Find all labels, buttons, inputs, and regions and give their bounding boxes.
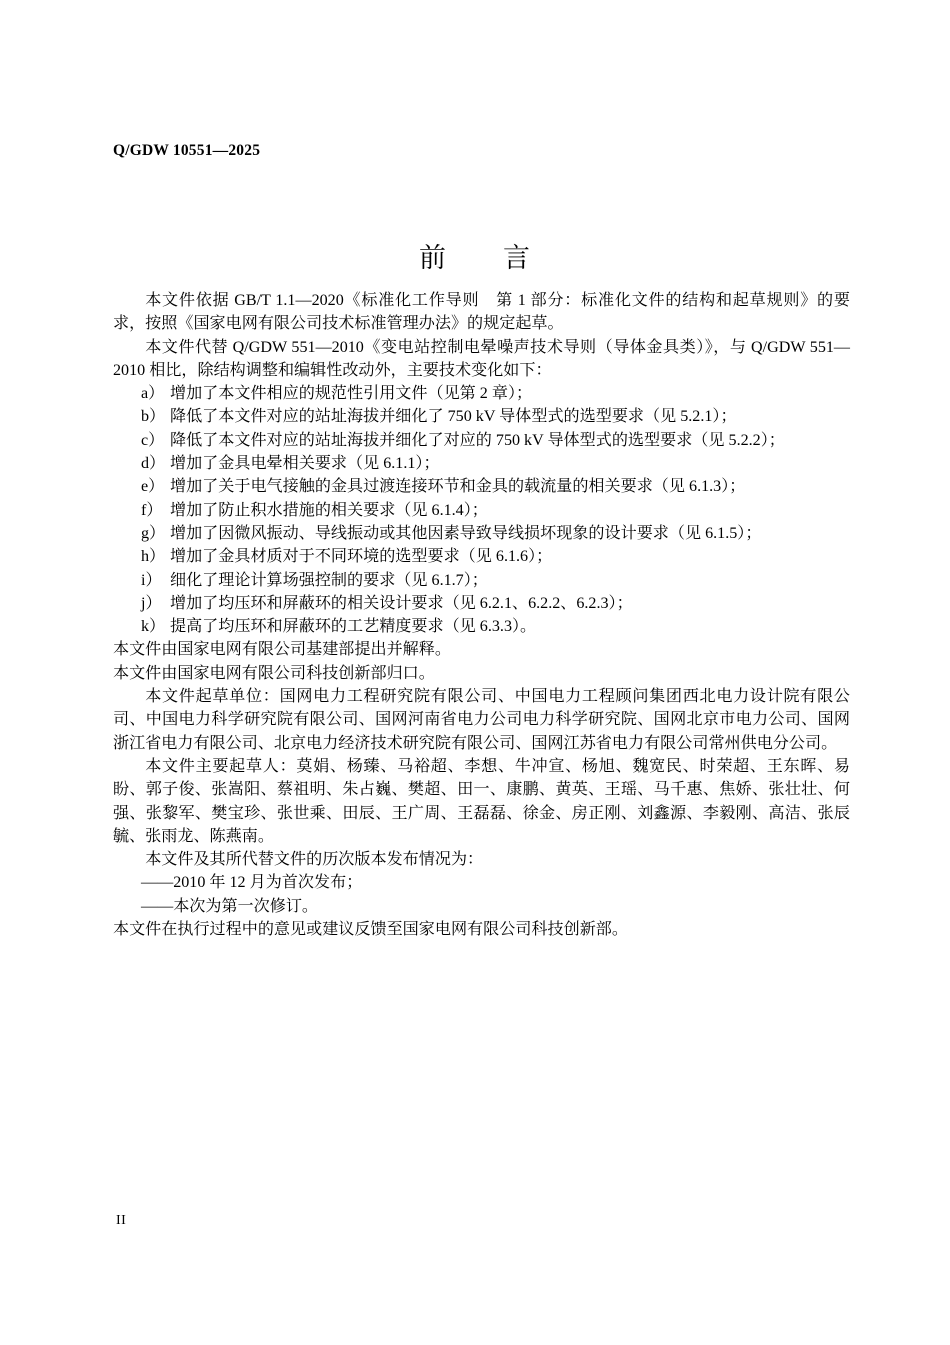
feedback-paragraph: 本文件在执行过程中的意见或建议反馈至国家电网有限公司科技创新部。: [113, 921, 628, 939]
replacement-paragraph: 本文件代替 Q/GDW 551—2010《变电站控制电晕噪声技术导则（导体金具类）》，与 Q/GDW 551—2010 相比，除结构调整和编辑性改动外，主要技术变化如下：: [113, 338, 850, 379]
list-item-marker: c）: [141, 431, 165, 449]
list-item: [113, 545, 850, 568]
list-item: [113, 405, 850, 428]
list-item: [113, 475, 850, 498]
version-history-entry: ——本次为第一次修订。: [141, 897, 319, 915]
list-item: [113, 429, 850, 452]
list-item-text: 降低了本文件对应的站址海拔并细化了对应的 750 kV 导体型式的选型要求（见 5.2.2）；: [170, 431, 785, 449]
administered-by-paragraph: 本文件由国家电网有限公司科技创新部归口。: [113, 664, 435, 682]
page-number: II: [116, 1213, 127, 1228]
list-item-text: 降低了本文件对应的站址海拔并细化了 750 kV 导体型式的选型要求（见 5.2.1）；: [170, 408, 737, 426]
list-item: [113, 569, 850, 592]
version-history-intro: 本文件及其所代替文件的历次版本发布情况为：: [145, 851, 484, 869]
technical-changes-list: [113, 382, 850, 638]
list-item-marker: f）: [141, 501, 163, 519]
list-item-marker: a）: [141, 385, 165, 403]
list-item-marker: g）: [141, 524, 166, 542]
list-item-text: 增加了均压环和屏蔽环的相关设计要求（见 6.2.1、6.2.2、6.2.3）；: [170, 594, 633, 612]
list-item: [113, 522, 850, 545]
foreword-body: [113, 289, 850, 941]
version-history-entry: ——2010 年 12 月为首次发布；: [141, 874, 363, 892]
list-item-text: 增加了金具材质对于不同环境的选型要求（见 6.1.6）；: [170, 548, 553, 566]
drafting-units-paragraph: 本文件起草单位：国网电力工程研究院有限公司、中国电力工程顾问集团西北电力设计院有限公司、中国电力科学研究院有限公司、国网河南省电力公司电力科学研究院、国网北京市电力公司、国网浙江省电力有限公司、北京电力经济技术研究院有限公司、国网江苏省电力有限公司常州供电分公司。: [113, 688, 850, 752]
list-item-text: 增加了金具电晕相关要求（见 6.1.1）；: [170, 455, 440, 473]
list-item-text: 增加了防止积水措施的相关要求（见 6.1.4）；: [170, 501, 488, 519]
list-item: [113, 499, 850, 522]
proposed-by-paragraph: 本文件由国家电网有限公司基建部提出并解释。: [113, 641, 451, 659]
list-item-text: 增加了本文件相应的规范性引用文件（见第 2 章）；: [170, 385, 533, 403]
main-drafters-paragraph: 本文件主要起草人：莫娟、杨臻、马裕超、李想、牛冲宣、杨旭、魏宽民、时荣超、王东晖、易盼、郭子俊、张嵩阳、蔡祖明、朱占巍、樊超、田一、康鹏、黄英、王瑶、马千惠、焦娇、张壮壮、何强、张黎军、樊宝珍、张世乘、田辰、王广周、王磊磊、徐金、房正刚、刘鑫源、李毅刚、高洁、张辰毓、张雨龙、陈燕南。: [113, 757, 850, 845]
list-item-marker: i）: [141, 571, 162, 589]
list-item-marker: b）: [141, 408, 166, 426]
list-item-marker: d）: [141, 455, 166, 473]
list-item-marker: k）: [141, 618, 166, 636]
list-item-text: 细化了理论计算场强控制的要求（见 6.1.7）；: [170, 571, 488, 589]
list-item-text: 提高了均压环和屏蔽环的工艺精度要求（见 6.3.3）。: [170, 618, 537, 636]
list-item: [113, 615, 850, 638]
list-item-text: 增加了因微风振动、导线振动或其他因素导致导线损坏现象的设计要求（见 6.1.5）；: [170, 524, 762, 542]
list-item-text: 增加了关于电气接触的金具过渡连接环节和金具的载流量的相关要求（见 6.1.3）；: [170, 478, 746, 496]
list-item-marker: e）: [141, 478, 165, 496]
running-header-standard-number: Q/GDW 10551—2025: [113, 142, 261, 159]
list-item-marker: h）: [141, 548, 166, 566]
basis-paragraph: 本文件依据 GB/T 1.1—2020《标准化工作导则 第 1 部分：标准化文件的结构和起草规则》的要求，按照《国家电网有限公司技术标准管理办法》的规定起草。: [113, 292, 850, 333]
list-item: [113, 592, 850, 615]
list-item: [113, 452, 850, 475]
list-item: [113, 382, 850, 405]
list-item-marker: j）: [141, 594, 162, 612]
page-title: 前 言: [419, 243, 531, 274]
